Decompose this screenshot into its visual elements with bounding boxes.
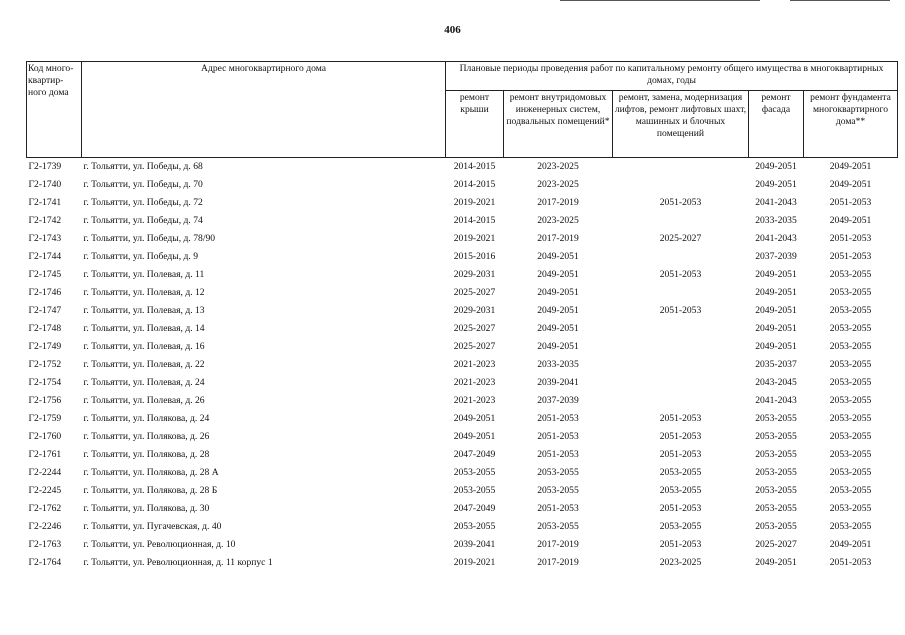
row-facade: 2049-2051 [755,305,797,316]
row-code: Г2-1761 [28,449,62,460]
row-facade: 2049-2051 [755,179,797,190]
row-engineering: 2049-2051 [537,251,579,262]
row-roof: 2014-2015 [453,215,496,226]
row-address: г. Тольятти, ул. Победы, д. 78/90 [83,233,216,244]
row-address: г. Тольятти, ул. Полякова, д. 28 А [83,467,219,478]
row-elevators [613,248,749,266]
row-facade: 2049-2051 [755,341,797,352]
row-roof: 2049-2051 [453,431,496,442]
table-row [27,482,898,500]
row-roof: 2019-2021 [453,197,496,208]
table-row [27,176,898,194]
row-engineering: 2049-2051 [537,287,579,298]
row-roof: 2029-2031 [453,305,496,316]
table-body [27,158,898,573]
row-facade: 2025-2027 [755,539,797,550]
row-elevators: 2051-2053 [659,503,702,514]
row-code: Г2-1740 [28,179,62,190]
row-roof: 2029-2031 [453,269,496,280]
row-roof: 2025-2027 [453,287,496,298]
row-foundation: 2053-2055 [829,377,872,388]
row-facade: 2053-2055 [755,521,797,532]
row-engineering: 2049-2051 [537,269,579,280]
row-engineering: 2033-2035 [537,359,579,370]
row-elevators: 2051-2053 [659,539,702,550]
row-code: Г2-1742 [28,215,62,226]
row-code: Г2-1749 [28,341,62,352]
row-engineering: 2049-2051 [537,341,579,352]
table-row [27,302,898,320]
row-engineering: 2017-2019 [537,539,579,550]
table-row [27,410,898,428]
row-roof: 2021-2023 [453,359,496,370]
row-elevators: 2051-2053 [659,305,702,316]
header-periods: Плановые периоды проведения работ по капитальному ремонту общего имущества в многоквартирных домах, годы [446,62,898,91]
row-facade: 2053-2055 [755,449,797,460]
header-engineering: ремонт внутридомовых инженерных систем, подвальных помещений* [504,91,613,158]
row-code: Г2-1754 [28,377,62,388]
row-foundation: 2051-2053 [829,251,872,262]
row-address: г. Тольятти, ул. Революционная, д. 10 [83,539,236,550]
row-foundation: 2049-2051 [829,161,872,172]
row-elevators: 2053-2055 [659,521,702,532]
row-engineering: 2053-2055 [537,485,579,496]
row-address: г. Тольятти, ул. Революционная, д. 11 корпус 1 [83,557,273,568]
header-elevators: ремонт, замена, модернизация лифтов, ремонт лифтовых шахт, машинных и блочных помещений [613,91,749,158]
row-facade: 2041-2043 [755,233,797,244]
row-code: Г2-1747 [28,305,62,316]
row-engineering: 2039-2041 [537,377,579,388]
table-row [27,500,898,518]
table-row [27,446,898,464]
row-address: г. Тольятти, ул. Полевая, д. 14 [83,323,205,334]
row-elevators: 2025-2027 [659,233,702,244]
row-roof: 2047-2049 [453,503,496,514]
row-code: Г2-1762 [28,503,62,514]
row-code: Г2-1760 [28,431,62,442]
row-roof: 2019-2021 [453,233,496,244]
row-roof: 2049-2051 [453,413,496,424]
table-row [27,464,898,482]
header-address: Адрес многоквартирного дома [82,62,446,158]
row-address: г. Тольятти, ул. Полевая, д. 22 [83,359,205,370]
row-code: Г2-1743 [28,233,62,244]
row-facade: 2053-2055 [755,431,797,442]
row-foundation: 2049-2051 [829,539,872,550]
row-address: г. Тольятти, ул. Пугачевская, д. 40 [83,521,222,532]
scan-top-edge-line [560,0,760,1]
row-engineering: 2023-2025 [537,215,579,226]
row-address: г. Тольятти, ул. Полевая, д. 24 [83,377,205,388]
row-address: г. Тольятти, ул. Полякова, д. 26 [83,431,210,442]
row-foundation: 2053-2055 [829,287,872,298]
header-code: Код много-квартир-ного дома [27,62,82,158]
header-roof: ремонт крыши [446,91,504,158]
row-elevators: 2051-2053 [659,431,702,442]
row-engineering: 2017-2019 [537,197,579,208]
row-foundation: 2053-2055 [829,431,872,442]
table-row [27,194,898,212]
row-facade: 2049-2051 [755,269,797,280]
table-row [27,212,898,230]
row-engineering: 2051-2053 [537,503,579,514]
row-engineering: 2049-2051 [537,323,579,334]
row-foundation: 2053-2055 [829,341,872,352]
row-foundation: 2051-2053 [829,197,872,208]
row-elevators [613,284,749,302]
row-roof: 2021-2023 [453,377,496,388]
row-address: г. Тольятти, ул. Полякова, д. 28 [83,449,210,460]
row-facade: 2037-2039 [755,251,797,262]
row-address: г. Тольятти, ул. Полякова, д. 28 Б [83,485,218,496]
row-foundation: 2053-2055 [829,395,872,406]
row-elevators [613,392,749,410]
row-facade: 2053-2055 [755,413,797,424]
table-row [27,428,898,446]
row-address: г. Тольятти, ул. Полевая, д. 12 [83,287,205,298]
row-address: г. Тольятти, ул. Победы, д. 72 [83,197,203,208]
table-row [27,266,898,284]
row-roof: 2025-2027 [453,323,496,334]
row-foundation: 2053-2055 [829,413,872,424]
row-code: Г2-1759 [28,413,62,424]
row-elevators: 2051-2053 [659,269,702,280]
row-address: г. Тольятти, ул. Победы, д. 70 [83,179,203,190]
row-facade: 2049-2051 [755,323,797,334]
row-address: г. Тольятти, ул. Победы, д. 68 [83,161,203,172]
header-foundation: ремонт фундамента многоквартирного дома** [804,91,898,158]
row-code: Г2-1748 [28,323,62,334]
row-foundation: 2051-2053 [829,557,872,568]
row-roof: 2021-2023 [453,395,496,406]
row-facade: 2035-2037 [755,359,797,370]
row-elevators [613,176,749,194]
table-row [27,248,898,266]
row-foundation: 2053-2055 [829,449,872,460]
row-roof: 2039-2041 [453,539,496,550]
row-roof: 2047-2049 [453,449,496,460]
row-elevators: 2053-2055 [659,467,702,478]
row-engineering: 2051-2053 [537,449,579,460]
header-facade: ремонт фасада [749,91,804,158]
row-engineering: 2023-2025 [537,161,579,172]
row-roof: 2025-2027 [453,341,496,352]
table-row [27,356,898,374]
table-row [27,230,898,248]
row-elevators [613,320,749,338]
row-elevators [613,374,749,392]
row-code: Г2-1763 [28,539,62,550]
table-row [27,284,898,302]
row-engineering: 2037-2039 [537,395,579,406]
row-code: Г2-1764 [28,557,62,568]
row-elevators: 2053-2055 [659,485,702,496]
row-foundation: 2053-2055 [829,467,872,478]
row-elevators: 2051-2053 [659,449,702,460]
row-facade: 2041-2043 [755,395,797,406]
row-facade: 2049-2051 [755,557,797,568]
row-code: Г2-1741 [28,197,62,208]
row-roof: 2053-2055 [453,485,496,496]
scan-top-edge-line-right [790,0,890,1]
table-row [27,338,898,356]
row-address: г. Тольятти, ул. Победы, д. 9 [83,251,199,262]
row-engineering: 2023-2025 [537,179,579,190]
row-engineering: 2017-2019 [537,557,579,568]
row-facade: 2049-2051 [755,287,797,298]
row-elevators [613,356,749,374]
row-address: г. Тольятти, ул. Полякова, д. 24 [83,413,210,424]
row-facade: 2033-2035 [755,215,797,226]
row-foundation: 2053-2055 [829,359,872,370]
row-facade: 2041-2043 [755,197,797,208]
row-foundation: 2053-2055 [829,305,872,316]
table-row [27,320,898,338]
row-address: г. Тольятти, ул. Победы, д. 74 [83,215,203,226]
row-foundation: 2053-2055 [829,323,872,334]
row-engineering: 2053-2055 [537,467,579,478]
row-facade: 2053-2055 [755,467,797,478]
row-foundation: 2053-2055 [829,269,872,280]
row-foundation: 2051-2053 [829,233,872,244]
row-address: г. Тольятти, ул. Полевая, д. 26 [83,395,205,406]
table-row [27,554,898,572]
row-engineering: 2051-2053 [537,431,579,442]
row-roof: 2015-2016 [453,251,496,262]
row-elevators: 2051-2053 [659,197,702,208]
row-facade: 2053-2055 [755,485,797,496]
page-number: 406 [444,24,461,36]
row-elevators: 2051-2053 [659,413,702,424]
row-roof: 2019-2021 [453,557,496,568]
row-elevators [613,158,749,177]
row-roof: 2053-2055 [453,467,496,478]
row-elevators [613,338,749,356]
table-row [27,158,898,177]
table-row [27,392,898,410]
row-code: Г2-1745 [28,269,62,280]
row-facade: 2049-2051 [755,161,797,172]
row-foundation: 2053-2055 [829,485,872,496]
row-code: Г2-1744 [28,251,62,262]
row-code: Г2-2244 [28,467,62,478]
table-row [27,518,898,536]
row-roof: 2053-2055 [453,521,496,532]
table-row [27,536,898,554]
row-code: Г2-1739 [28,161,62,172]
row-foundation: 2053-2055 [829,521,872,532]
row-engineering: 2017-2019 [537,233,579,244]
row-address: г. Тольятти, ул. Полякова, д. 30 [83,503,210,514]
row-code: Г2-2246 [28,521,62,532]
row-facade: 2053-2055 [755,503,797,514]
row-engineering: 2049-2051 [537,305,579,316]
row-foundation: 2049-2051 [829,215,872,226]
row-address: г. Тольятти, ул. Полевая, д. 16 [83,341,205,352]
row-code: Г2-1746 [28,287,62,298]
row-roof: 2014-2015 [453,161,496,172]
row-code: Г2-1756 [28,395,62,406]
row-foundation: 2053-2055 [829,503,872,514]
row-engineering: 2051-2053 [537,413,579,424]
row-address: г. Тольятти, ул. Полевая, д. 11 [83,269,205,280]
row-roof: 2014-2015 [453,179,496,190]
row-elevators: 2023-2025 [659,557,702,568]
row-address: г. Тольятти, ул. Полевая, д. 13 [83,305,205,316]
header-row-top [27,62,898,91]
table-row [27,374,898,392]
capital-repair-schedule-table [26,61,898,572]
row-engineering: 2053-2055 [537,521,579,532]
row-code: Г2-1752 [28,359,62,370]
row-foundation: 2049-2051 [829,179,872,190]
row-code: Г2-2245 [28,485,62,496]
row-facade: 2043-2045 [755,377,797,388]
row-elevators [613,212,749,230]
